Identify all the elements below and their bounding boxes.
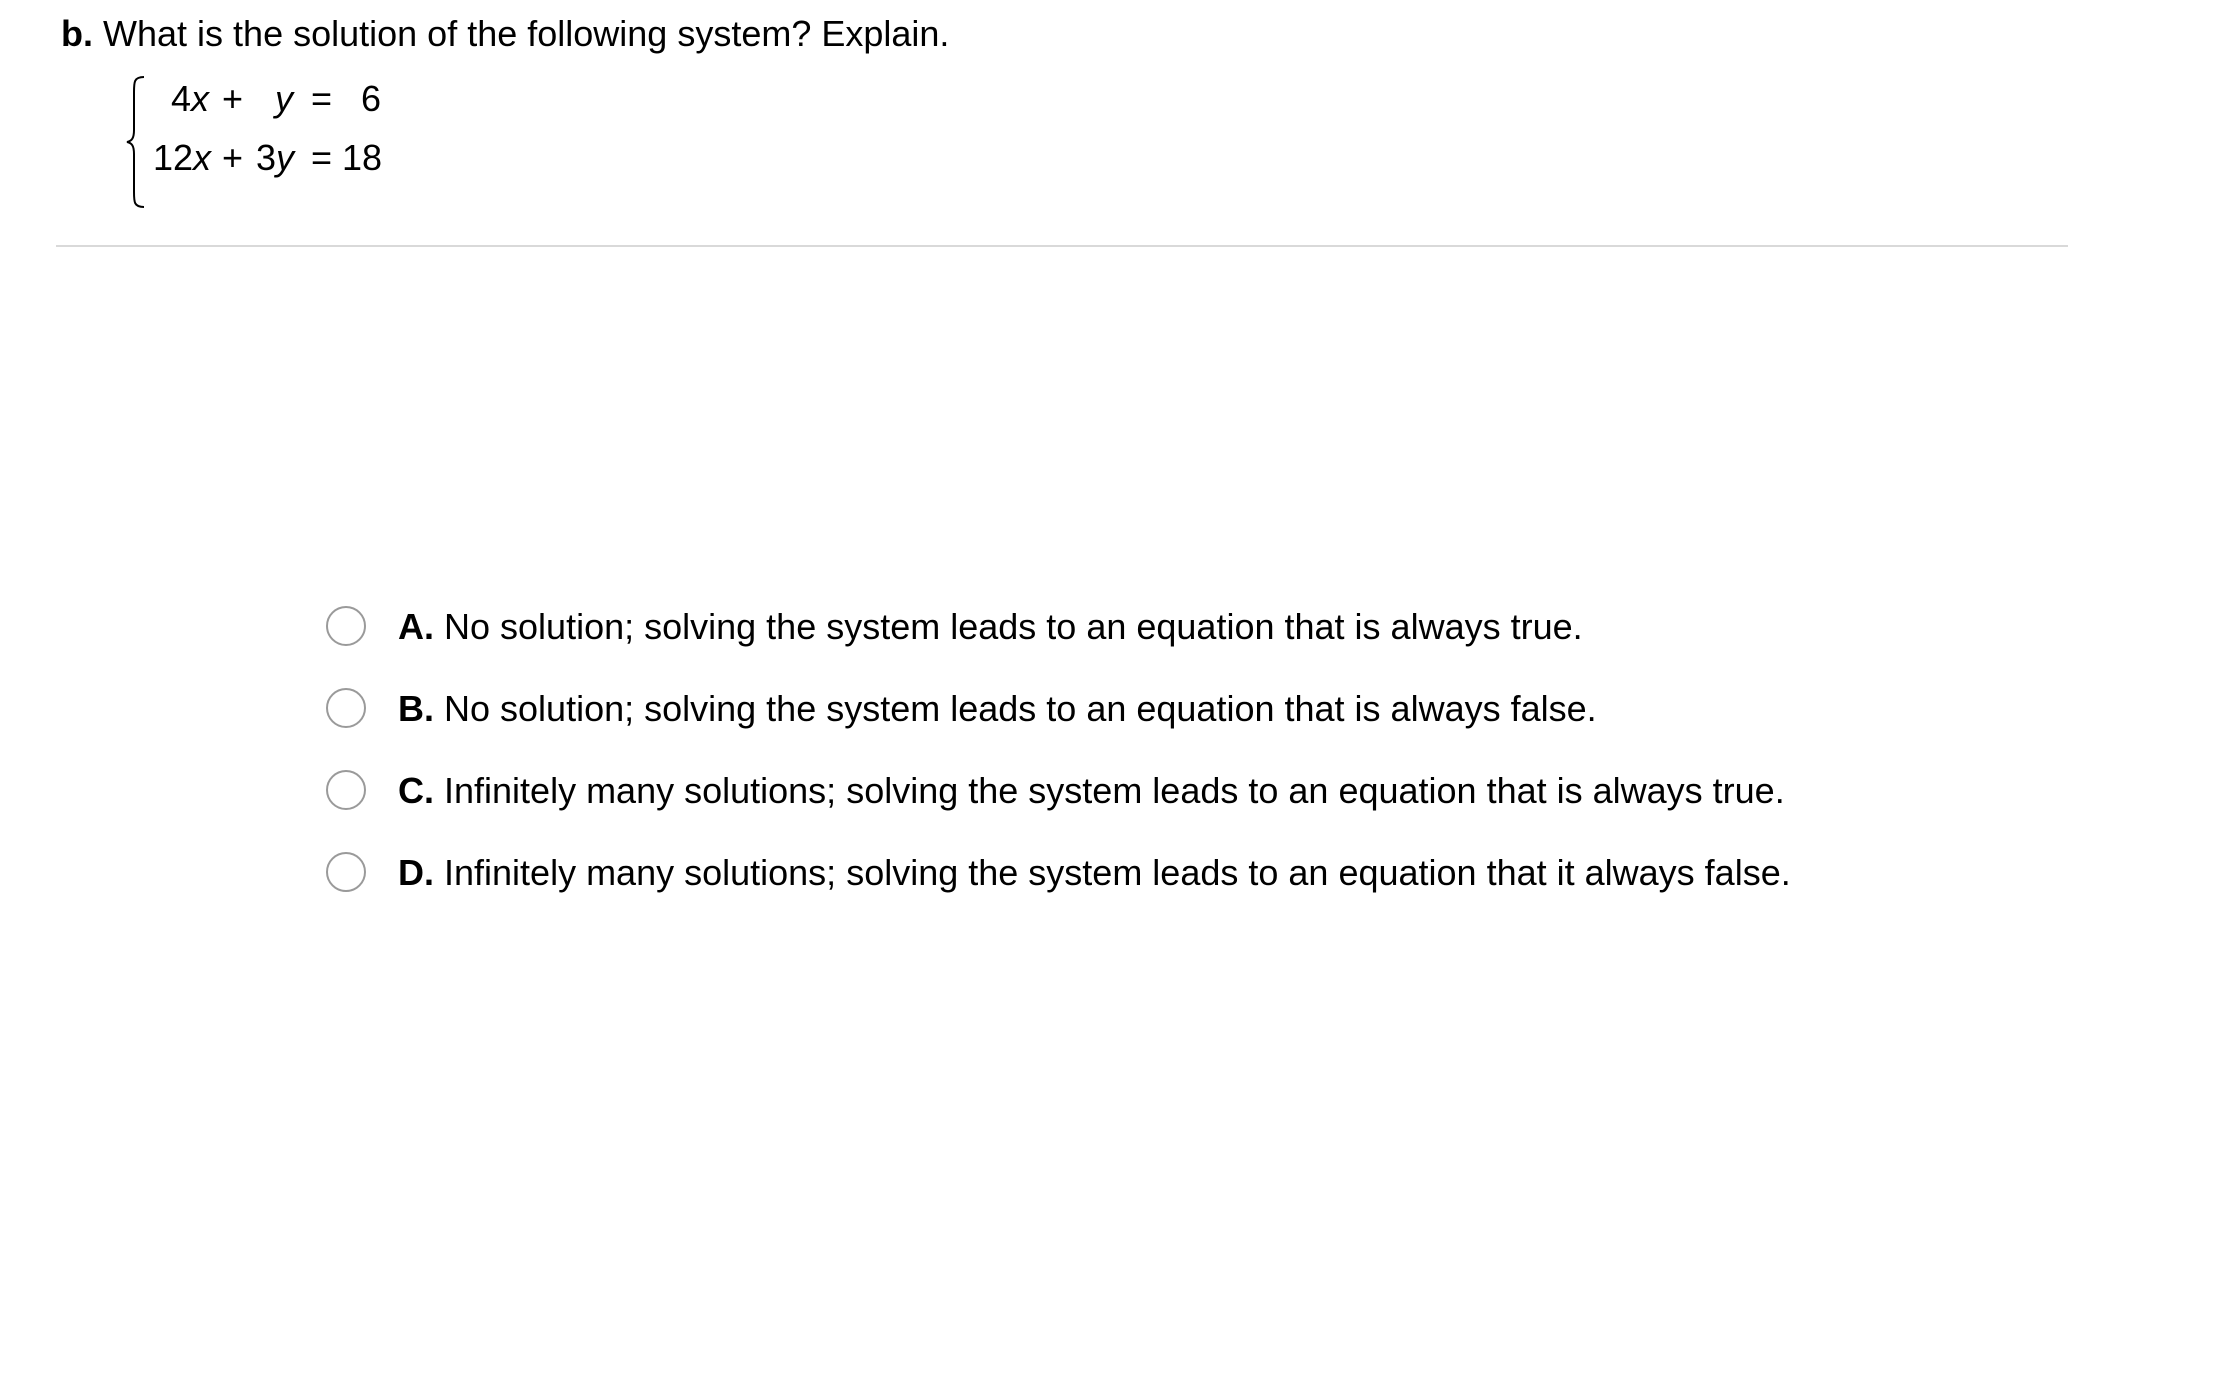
option-d-letter: D. bbox=[398, 852, 434, 893]
equation-1 bbox=[126, 74, 406, 124]
question-text: What is the solution of the following system? Explain. bbox=[103, 13, 950, 54]
option-a-letter: A. bbox=[398, 606, 434, 647]
eq1-plus: + bbox=[222, 78, 244, 119]
eq2-plus: + bbox=[222, 137, 244, 178]
option-d[interactable] bbox=[326, 849, 1926, 897]
option-c-text: Infinitely many solutions; solving the system leads to an equation that is always true. bbox=[444, 770, 1785, 811]
option-d-text: Infinitely many solutions; solving the system leads to an equation that it always false. bbox=[444, 852, 1791, 893]
equation-2 bbox=[126, 133, 406, 183]
eq1-var-y: y bbox=[275, 78, 293, 119]
eq1-var-x: x bbox=[191, 78, 209, 119]
option-c-label[interactable] bbox=[398, 767, 1785, 815]
question-prompt bbox=[61, 12, 949, 56]
option-c-letter: C. bbox=[398, 770, 434, 811]
option-d-label[interactable] bbox=[398, 849, 1791, 897]
eq2-coef-y: 3 bbox=[256, 137, 277, 178]
option-b-label[interactable] bbox=[398, 685, 1597, 733]
option-a-radio[interactable] bbox=[326, 606, 366, 646]
eq2-equals: = bbox=[311, 137, 333, 178]
option-d-radio[interactable] bbox=[326, 852, 366, 892]
option-a-label[interactable] bbox=[398, 603, 1583, 651]
eq2-var-y: y bbox=[276, 137, 294, 178]
question-label: b. bbox=[61, 13, 93, 54]
eq2-rhs: 18 bbox=[342, 137, 383, 178]
section-divider bbox=[56, 245, 2068, 247]
option-b[interactable] bbox=[326, 685, 1926, 733]
eq1-equals: = bbox=[311, 78, 333, 119]
option-b-text: No solution; solving the system leads to an equation that is always false. bbox=[444, 688, 1597, 729]
eq2-var-x: x bbox=[193, 137, 211, 178]
option-c-radio[interactable] bbox=[326, 770, 366, 810]
eq1-rhs: 6 bbox=[361, 78, 382, 119]
eq2-coef-x: 12 bbox=[153, 137, 194, 178]
eq1-coef-x: 4 bbox=[171, 78, 192, 119]
option-b-letter: B. bbox=[398, 688, 434, 729]
option-a-text: No solution; solving the system leads to an equation that is always true. bbox=[444, 606, 1583, 647]
option-b-radio[interactable] bbox=[326, 688, 366, 728]
equation-system bbox=[126, 74, 406, 210]
option-a[interactable] bbox=[326, 603, 1926, 651]
option-c[interactable] bbox=[326, 767, 1926, 815]
